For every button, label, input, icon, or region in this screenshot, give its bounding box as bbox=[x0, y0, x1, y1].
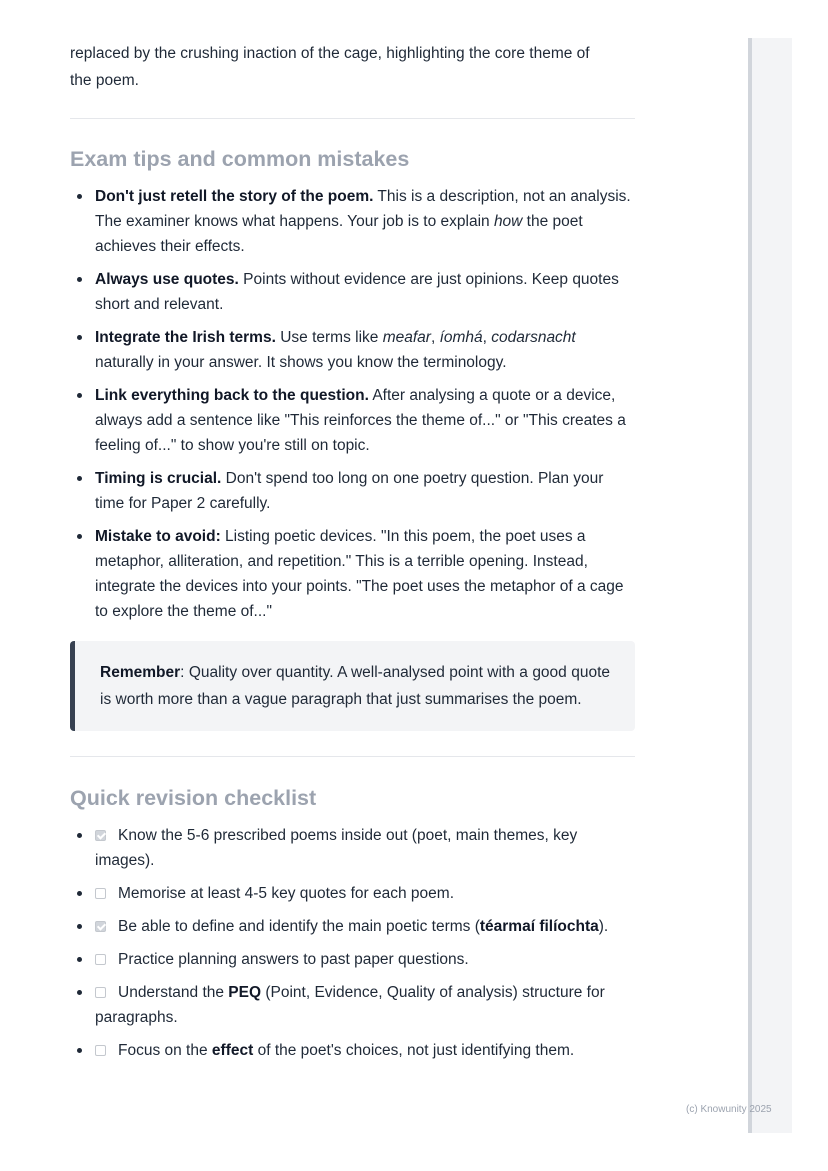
callout-body: : Quality over quantity. A well-analysed point with a good quote is worth more than a vague paragraph that just summarises the poem. bbox=[100, 664, 610, 708]
tip-text: Use terms like bbox=[275, 329, 383, 346]
exam-tips-list bbox=[70, 184, 635, 624]
tip-text: Don't spend too long on one poetry question. Plan your time for Paper 2 carefully. bbox=[95, 470, 604, 512]
checkbox-unchecked[interactable] bbox=[95, 987, 106, 998]
tip-lead: Don't just retell the story of the poem. bbox=[95, 188, 374, 205]
checklist-text: (Point, Evidence, Quality of analysis) structure for paragraphs. bbox=[95, 984, 605, 1026]
checklist-text: Focus on the bbox=[118, 1042, 212, 1059]
checkbox-unchecked[interactable] bbox=[95, 1045, 106, 1056]
section-heading-checklist: Quick revision checklist bbox=[70, 786, 317, 810]
tip-text: Points without evidence are just opinions. Keep quotes short and relevant. bbox=[95, 271, 619, 313]
checklist-item bbox=[70, 914, 635, 939]
section-heading-exam-tips: Exam tips and common mistakes bbox=[70, 147, 410, 171]
tip-text: the poet achieves their effects. bbox=[95, 213, 583, 255]
checkbox-checked[interactable] bbox=[95, 921, 106, 932]
list-item bbox=[70, 466, 635, 516]
tip-emphasis: how bbox=[493, 213, 523, 230]
checklist-text: ). bbox=[598, 918, 609, 935]
side-panel-border bbox=[748, 38, 752, 1133]
checkbox-unchecked[interactable] bbox=[95, 954, 106, 965]
checklist-text: Memorise at least 4-5 key quotes for each poem. bbox=[118, 885, 454, 902]
checklist-item bbox=[70, 947, 635, 972]
tip-text: naturally in your answer. It shows you know the terminology. bbox=[95, 354, 507, 371]
copyright-watermark: (c) Knowunity 2025 bbox=[686, 1104, 772, 1115]
callout-text bbox=[100, 659, 610, 713]
tip-lead: Link everything back to the question. bbox=[95, 387, 369, 404]
divider bbox=[70, 118, 635, 119]
intro-line-2: the poem. bbox=[70, 72, 139, 89]
intro-line-1: replaced by the crushing inaction of the cage, highlighting the core theme of bbox=[70, 45, 590, 62]
irish-term: meafar bbox=[382, 329, 431, 346]
checklist-text: Be able to define and identify the main poetic terms ( bbox=[118, 918, 480, 935]
remember-callout bbox=[70, 641, 635, 731]
tip-lead: Mistake to avoid: bbox=[95, 528, 221, 545]
irish-term: íomhá bbox=[439, 329, 483, 346]
list-item bbox=[70, 524, 635, 624]
tip-lead: Integrate the Irish terms. bbox=[95, 329, 276, 346]
checklist-bold: effect bbox=[211, 1042, 254, 1059]
revision-checklist bbox=[70, 823, 635, 1063]
checklist-item bbox=[70, 881, 635, 906]
separator: , bbox=[430, 329, 440, 346]
list-item bbox=[70, 184, 635, 259]
document-body bbox=[70, 40, 635, 1071]
irish-term: codarsnacht bbox=[491, 329, 576, 346]
divider bbox=[70, 756, 635, 757]
separator: , bbox=[482, 329, 492, 346]
checklist-bold: PEQ bbox=[228, 984, 262, 1001]
tip-text: Listing poetic devices. "In this poem, the poet uses a metaphor, alliteration, and repetition." This is a terrible opening. Instead, integrate the devices into your points. "The poet uses the metaphor of a cage to explore the theme of..." bbox=[95, 528, 624, 620]
tip-lead: Always use quotes. bbox=[95, 271, 239, 288]
checkbox-unchecked[interactable] bbox=[95, 888, 106, 899]
callout-lead: Remember bbox=[100, 664, 181, 681]
tip-text: This is a description, not an analysis. The examiner knows what happens. Your job is to explain bbox=[95, 188, 631, 230]
side-panel bbox=[748, 38, 792, 1133]
tip-lead: Timing is crucial. bbox=[95, 470, 222, 487]
checklist-text: Understand the bbox=[118, 984, 229, 1001]
list-item bbox=[70, 267, 635, 317]
list-item bbox=[70, 383, 635, 458]
checkbox-checked[interactable] bbox=[95, 830, 106, 841]
checklist-text: Know the 5-6 prescribed poems inside out (poet, main themes, key images). bbox=[95, 827, 578, 869]
tip-text: After analysing a quote or a device, always add a sentence like "This reinforces the theme of..." or "This creates a feeling of..." to show you're still on topic. bbox=[95, 387, 626, 454]
checklist-item bbox=[70, 823, 635, 873]
checklist-item bbox=[70, 1038, 635, 1063]
checklist-item bbox=[70, 980, 635, 1030]
checklist-text: Practice planning answers to past paper questions. bbox=[118, 951, 469, 968]
intro-paragraph bbox=[70, 40, 635, 94]
checklist-text: of the poet's choices, not just identifying them. bbox=[253, 1042, 575, 1059]
checklist-bold: téarmaí filíochta bbox=[479, 918, 599, 935]
list-item bbox=[70, 325, 635, 375]
